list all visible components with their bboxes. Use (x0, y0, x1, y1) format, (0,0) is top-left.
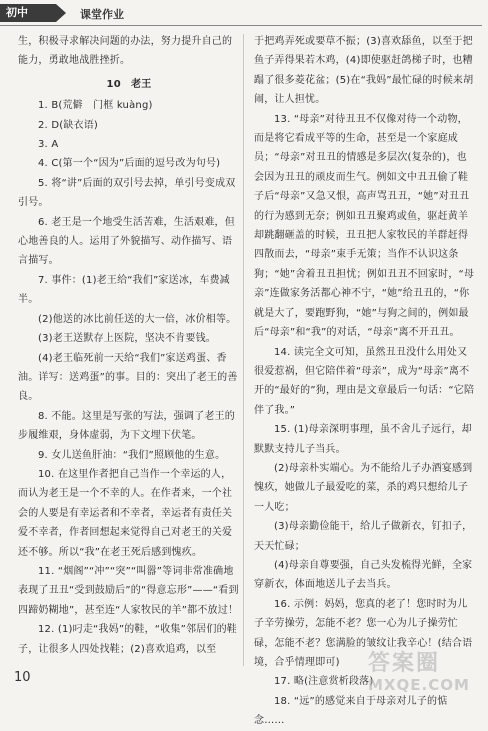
tag-arrow-icon (56, 4, 66, 22)
page-number: 10 (14, 670, 31, 685)
answer-paragraph: 12. (1)叼走“我妈”的鞋，“收集”邻居们的鞋子，让很多人四处找鞋；(2)喜欢追鸡，以至 (18, 624, 237, 655)
answer-paragraph: 13. “母亲”对待丑丑不仅像对待一个动物，而是将它看成平等的生命，甚至是一个家庭成员；“母亲”对丑丑的情感是多层次(复杂的)，也会因为丑丑的顽皮而生气。例如文中丑丑偷了鞋子后“母亲”又急又恨，高声骂丑丑，“她”对丑丑的行为感到无奈；例如丑丑聚鸡或鱼，驱赶黄羊却跳翻砸盖的时候，丑丑把人家牧民的羊群赶得四散而去，“母亲”束手无策；当作不认识这条狗；“她”舍着丑丑担忧；例如丑丑不回家时，“母亲”连做家务活都心神不宁，“她”给丑丑的，“你就是大了，要跑野狗，“她”与狗之间的，例如最后“母亲”和“我”的对话，“母亲”离不开丑丑。 (254, 113, 475, 339)
answer-paragraph: 11. “烟阁”“冲”“突”“叫嚣”等词非常准确地表现了丑丑“受到鼓励后”的“得意忘形”——“看到四蹄奶糊地”，甚至连“人家牧民的羊”都不放过！ (18, 565, 239, 616)
answer-paragraph: 6. 老王是一个地受生活苦难，生活艰难，但心地善良的人。运用了外貌描写、动作描写、语言描写。 (18, 216, 235, 267)
answer-paragraph: 18. “远”的感觉来自于母亲对儿子的惦念…… (254, 695, 448, 727)
column-divider (243, 34, 244, 666)
answer-paragraph: (3)老王送默存上医院，坚决不肯要钱。 (38, 333, 216, 345)
answer-paragraph: 17. 略(注意赏析段落) (274, 676, 374, 688)
answer-paragraph: 于把鸡弄死或要草不振；(3)喜欢舔鱼，以至于把鱼子弄得果若木鸡，(4)即使驱赶鸽梯子时，也糟蹋了很多菱花盆；(5)在“我妈”最忙碌的时候来胡闹，让人担忧。 (254, 36, 474, 106)
answer-paragraph: 生，积极寻求解决问题的办法，努力提升自己的能力，勇敢地战胜挫折。 (18, 36, 233, 67)
answer-paragraph: 3. A (38, 139, 59, 151)
answer-paragraph: (2)母亲朴实端心。为不能给儿子办酒宴感到愧疚，她做儿子最爱吃的菜，杀的鸡只想给儿子一人吃； (254, 462, 473, 513)
header-rule (0, 25, 482, 26)
grade-tag: 初中 (0, 4, 56, 22)
answer-paragraph: 16. 示例：妈妈，您真的老了！您时时为儿子辛劳操劳，怎能不老？您一心为儿子操劳忙碌，怎能不老？您满脸的皱纹让我辛心！(结合语境，合乎情理即可) (254, 598, 473, 668)
page-header (0, 0, 488, 26)
answer-paragraph: 14. 读完全文可知，虽然丑丑没什么用处又很爱惹祸，但它陪伴着“母亲”，成为“母亲”离不开的“最好的”狗，理由是文章最后一句话：“它陪伴了我。” (254, 346, 475, 416)
answer-paragraph: (2)他送的冰比前任送的大一倍，冰价相等。 (38, 313, 237, 325)
section-heading: 10 老王 (106, 78, 152, 90)
answer-paragraph: (4)老王临死前一天给“我们”家送鸡蛋、香油。详写：送鸡蛋”的事。目的：突出了老王的善良。 (18, 352, 238, 403)
right-column (254, 32, 476, 731)
answer-paragraph: (4)母亲自尊要强，自己头发梳得光鲜，全家穿新衣，体面地送儿子去当兵。 (254, 559, 473, 591)
book-subtitle: 课堂作业 (80, 8, 124, 21)
answer-paragraph: 8. 不能。这里是写张的写法，强调了老王的步履维艰，身体虚弱，为下文埋下伏笔。 (18, 410, 235, 442)
answer-paragraph: 1. B(荒僻 门框 kuàng) (38, 100, 153, 112)
watermark-line2: MXQE.COM (368, 676, 470, 694)
answer-paragraph: 7. 事件：(1)老王给“我们”家送冰，车费减半。 (18, 274, 230, 306)
answer-paragraph: 4. C(第一个“因为”后面的逗号改为句号) (38, 158, 221, 170)
watermark (368, 651, 478, 693)
answer-paragraph: 2. D(缺衣语) (38, 119, 99, 131)
answer-paragraph: 5. 将“讲”后面的双引号去掉，单引号变成双引号。 (18, 177, 236, 209)
answer-paragraph: (3)母亲勤俭能干，给儿子做新衣，钉扣子，天天忙碌； (254, 521, 473, 552)
answer-paragraph: 15. (1)母亲深明事理，虽不舍儿子远行，却默默支持儿子当兵。 (254, 424, 472, 455)
answer-paragraph: 9. 女儿送鱼肝油：“我们”照顾他的生意。 (38, 449, 226, 461)
watermark-line1: 答案圈 (368, 651, 441, 676)
answer-paragraph: 10. 在这里作者把自己当作一个幸运的人，而认为老王是一个不幸的人。在作者来，一个社会的人要是有幸运者和不幸者，幸运者有责任关爱不幸者，作者回想起来觉得自己对老王的关爱还不够。所以“我”在老王死后感到愧疚。 (18, 468, 233, 558)
left-column (18, 32, 240, 659)
